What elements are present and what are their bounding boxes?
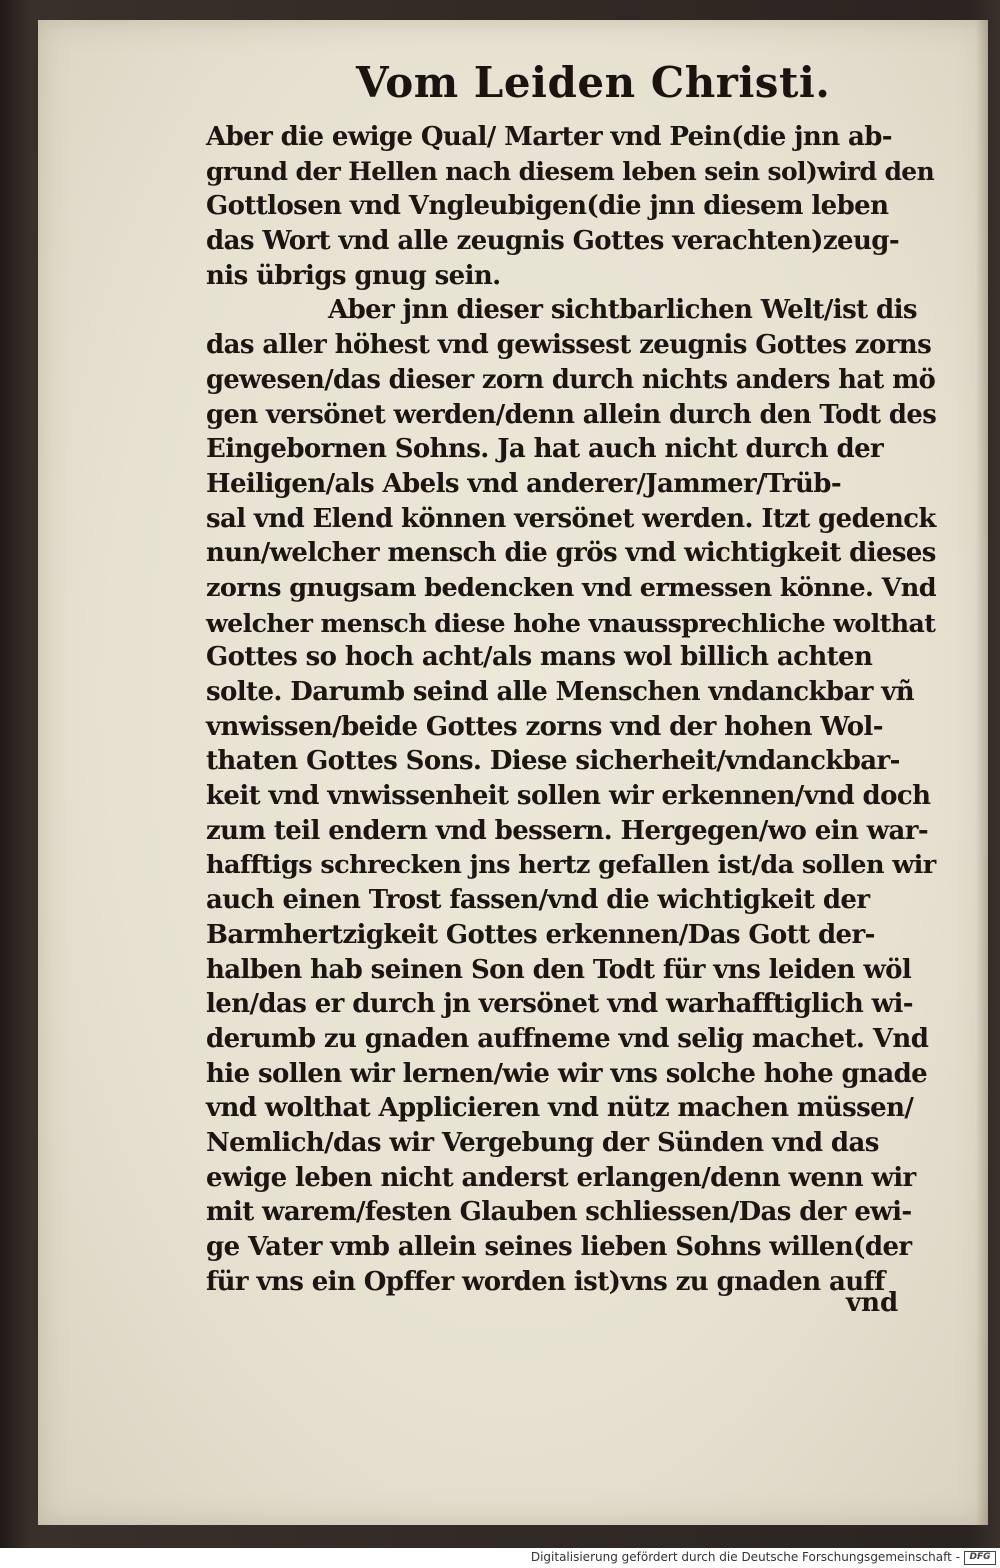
text-line: Gottlosen vnd Vngleubigen(die jnn diesem leben (206, 191, 889, 222)
text-line: mit warem/festen Glauben schliessen/Das der ewi- (206, 1197, 912, 1228)
text-line: grund der Hellen nach diesem leben sein sol)wird den (206, 156, 935, 186)
text-line: vnwissen/beide Gottes zorns vnd der hohen Wol- (206, 711, 883, 742)
text-line: Heiligen/als Abels vnd anderer/Jammer/Trüb- (206, 468, 842, 499)
text-line: nis übrigs gnug sein. (206, 260, 501, 291)
text-line: ewige leben nicht anderst erlangen/denn wenn wir (206, 1162, 916, 1193)
text-line: zorns gnugsam bedencken vnd ermessen könne. Vnd (206, 572, 937, 603)
text-line: gen versönet werden/denn allein durch den Todt des (206, 399, 937, 430)
text-line: derumb zu gnaden auffneme vnd selig machet. Vnd (206, 1023, 929, 1054)
running-head: Vom Leiden Christi. (356, 58, 831, 107)
text-line: gewesen/das dieser zorn durch nichts anders hat mö (206, 364, 936, 395)
text-line: Eingebornen Sohns. Ja hat auch nicht durch der (206, 434, 884, 465)
body-text (206, 120, 937, 1299)
text-line: keit vnd vnwissenheit sollen wir erkennen/vnd doch (206, 781, 931, 812)
text-line: thaten Gottes Sons. Diese sicherheit/vndanckbar- (206, 746, 900, 777)
text-line: für vns ein Opffer worden ist)vns zu gnaden auff (206, 1266, 885, 1297)
text-line: auch einen Trost fassen/vnd die wichtigkeit der (206, 885, 870, 916)
dfg-logo-icon: DFG (964, 1551, 996, 1565)
text-line: hafftigs schrecken jns hertz gefallen ist/da sollen wir (206, 850, 936, 881)
text-line: Gottes so hoch acht/als mans wol billich achten (206, 642, 873, 673)
text-line: halben hab seinen Son den Todt für vns leiden wöl (206, 954, 912, 985)
text-line: Aber die ewige Qual/ Marter vnd Pein(die jnn ab- (206, 122, 892, 152)
text-line: len/das er durch jn versönet vnd warhafftiglich wi- (206, 989, 913, 1020)
text-line: Barmhertzigkeit Gottes erkennen/Das Gott der- (206, 919, 875, 950)
text-line: nun/welcher mensch die grös vnd wichtigkeit dieses (206, 538, 936, 569)
text-line: zum teil endern vnd bessern. Hergegen/wo ein war- (206, 815, 929, 846)
text-line: solte. Darumb seind alle Menschen vndanckbar vñ (206, 677, 915, 707)
text-line: welcher mensch diese hohe vnaussprechliche wolthat (206, 607, 936, 638)
page-edge-shadow (976, 20, 988, 1525)
text-line: sal vnd Elend können versönet werden. Itzt gedenck (206, 503, 936, 534)
text-line: ge Vater vmb allein seines lieben Sohns willen(der (206, 1232, 912, 1262)
text-line: vnd wolthat Applicieren vnd nütz machen müssen/ (206, 1093, 914, 1124)
text-line: das aller höhest vnd gewissest zeugnis Gottes zorns (206, 330, 932, 361)
catchword: vnd (846, 1288, 899, 1318)
text-line: hie sollen wir lernen/wie wir vns solche hohe gnade (206, 1058, 928, 1089)
digitization-credit: Digitalisierung gefördert durch die Deutsche Forschungsgemeinschaft - (530, 1550, 960, 1564)
text-line: Nemlich/das wir Vergebung der Sünden vnd das (206, 1127, 879, 1158)
text-line-paragraph-start: Aber jnn dieser sichtbarlichen Welt/ist dis (328, 295, 917, 326)
text-line: das Wort vnd alle zeugnis Gottes verachten)zeug- (206, 226, 900, 257)
